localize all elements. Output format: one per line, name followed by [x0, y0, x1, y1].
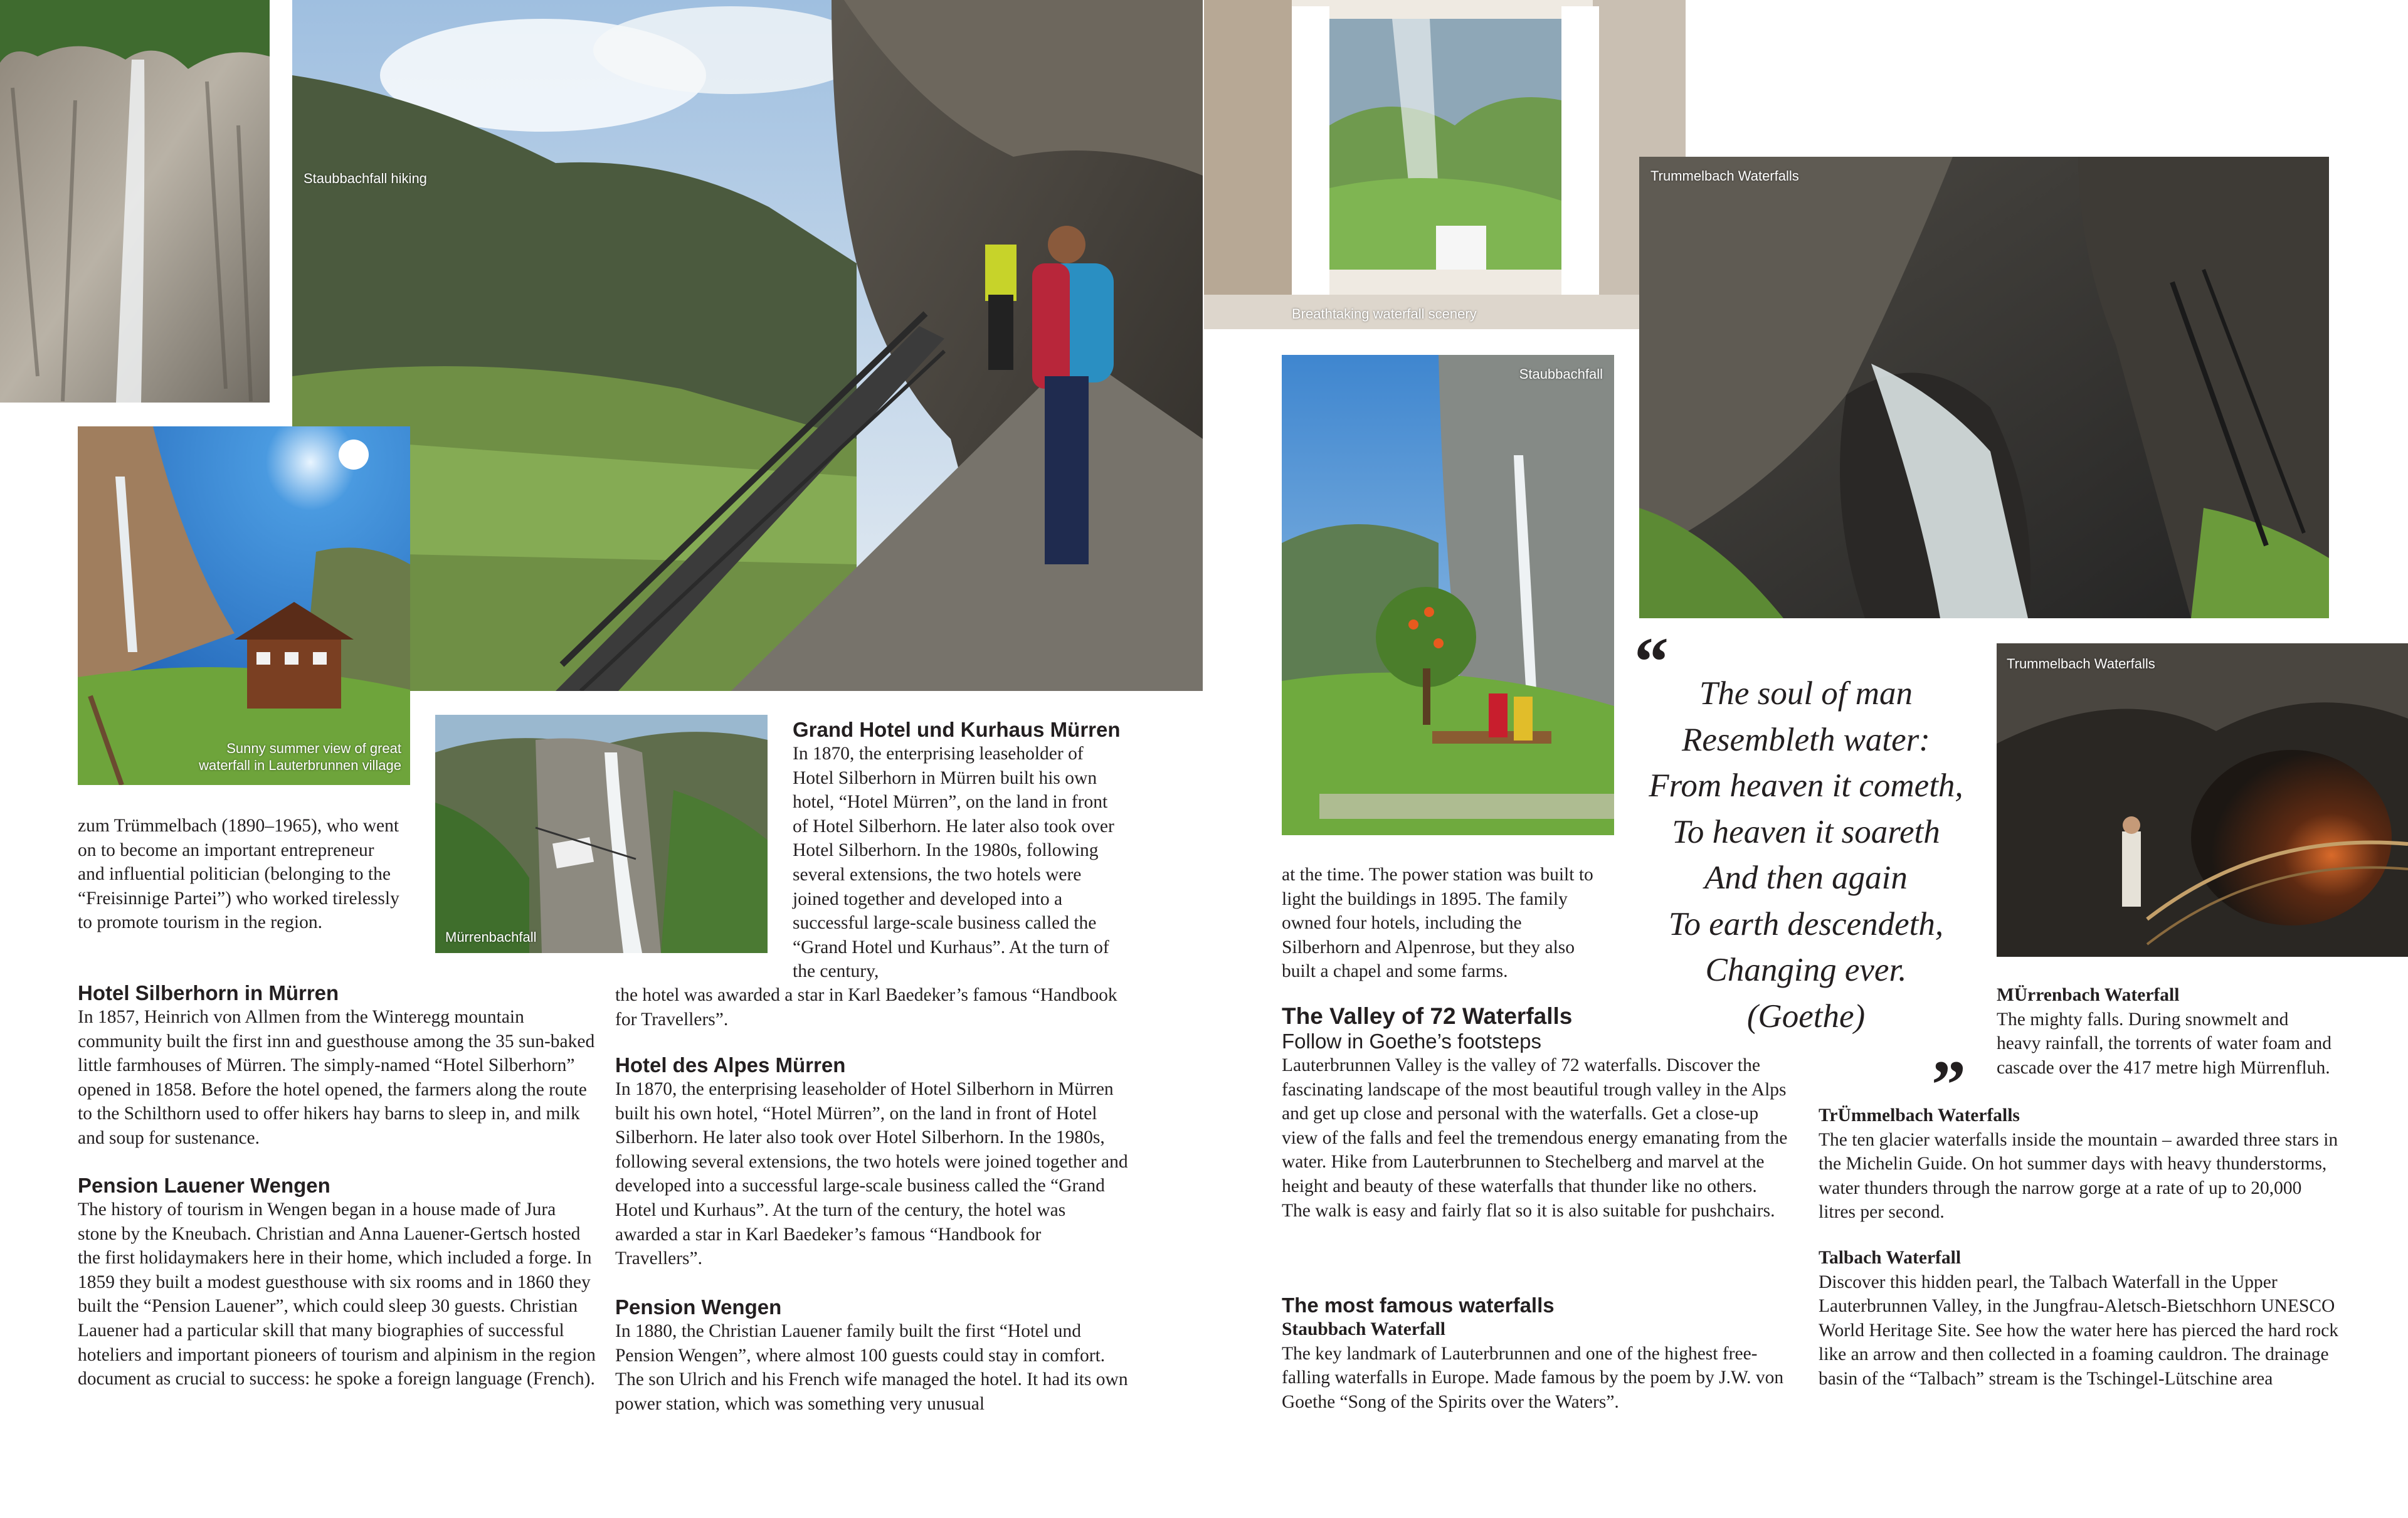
photo-staubbachfall-bench: [1282, 355, 1614, 835]
col1-intro: [78, 814, 404, 935]
text-trummelbach-waterfalls: The ten glacier waterfalls inside the mountain – awarded three stars in the Michelin Guide. On hot summer days with heavy thunderstorms, water thunders through the narrow gorge at a rate of up to 20,000 litres per second.: [1819, 1129, 2338, 1223]
heading-trummelbach-waterfalls: TrÜmmelbach Waterfalls: [1819, 1105, 2020, 1125]
quote-line: And then again: [1704, 860, 1908, 896]
text-grand-hotel: In 1870, the enterprising leaseholder of Hotel Silberhorn in Mürren built his own hotel, “Hotel Mürren”, on the land in front of Hotel Silberhorn. He later also took over Hotel Silberhorn. In the 1980s, following several extensions, the two hotels were joined together and developed into a successful large-scale business called the “Grand Hotel und Kurhaus”. At the turn of the century,: [793, 744, 1114, 982]
caption-staubbachfall-bench: Staubbachfall: [1519, 366, 1603, 382]
subheading-goethe-footsteps: Follow in Goethe’s footsteps: [1282, 1030, 1541, 1053]
goethe-quote: [1630, 671, 1982, 1040]
caption-sunny-chalet-line1: Sunny summer view of great: [226, 741, 401, 756]
photo-waterfall-cliff: [0, 0, 270, 403]
caption-sunny-chalet: [199, 740, 401, 774]
quote-line: The soul of man: [1699, 675, 1913, 712]
text-valley: Lauterbrunnen Valley is the valley of 72 waterfalls. Discover the fascinating landscape of the most beautiful trough valley in the Alps and get up close and personal with the waterfalls. Get a close-up view of the falls and feel the tremendous energy emanating from the water. Hike from Lauterbrunnen to Stechelberg and marvel at the height and beauty of these waterfalls that thunder like no others. The walk is easy and fairly flat so it is also suitable for pushchairs.: [1282, 1055, 1788, 1221]
heading-hotel-silberhorn: Hotel Silberhorn in Mürren: [78, 981, 339, 1004]
col2-grand-continued: [615, 983, 1129, 1031]
text-murrenbach-waterfall: The mighty falls. During snowmelt and heavy rainfall, the torrents of water foam and cascade over the 417 metre high Mürrenfluh.: [1997, 1009, 2332, 1078]
caption-trummelbach-top: Trummelbach Waterfalls: [1650, 168, 1799, 184]
caption-murrenbachfall: Mürrenbachfall: [445, 929, 537, 945]
photo-staubbachfall-hiking: [292, 0, 1203, 691]
col3-famous-section: [1282, 1293, 1790, 1414]
col1-lauener-section: [78, 1173, 598, 1391]
col1-silberhorn-section: [78, 981, 598, 1151]
quote-line: To heaven it soareth: [1672, 813, 1940, 850]
heading-pension-wengen: Pension Wengen: [615, 1295, 782, 1319]
col4-talbach-section: [1819, 1246, 2339, 1391]
quote-line: Changing ever.: [1705, 952, 1907, 988]
heading-valley-72-waterfalls: The Valley of 72 Waterfalls: [1282, 1003, 1573, 1029]
heading-murrenbach-waterfall: MÜrrenbach Waterfall: [1997, 985, 2180, 1005]
quote-line: Resembleth water:: [1682, 721, 1930, 758]
caption-window-view: Breathtaking waterfall scenery: [1292, 306, 1477, 322]
col4-trummelbach-section: [1819, 1104, 2339, 1225]
text-staubbach-waterfall: The key landmark of Lauterbrunnen and one of the highest free-falling waterfalls in Europe. Made famous by the poem by J.W. von Goethe “Song of the Spirits over the Waters”.: [1282, 1343, 1784, 1412]
heading-most-famous-waterfalls: The most famous waterfalls: [1282, 1294, 1555, 1317]
heading-pension-lauener: Pension Lauener Wengen: [78, 1174, 330, 1197]
heading-grand-hotel: Grand Hotel und Kurhaus Mürren: [793, 718, 1121, 741]
heading-staubbach-waterfall: Staubbach Waterfall: [1282, 1319, 1445, 1339]
col2-grand-section: [793, 717, 1125, 984]
photo-trummelbach-cave: [1997, 643, 2408, 957]
text-pension-lauener: The history of tourism in Wengen began in a house made of Jura stone by the Kneubach. Christian and Anna Lauener-Gertsch hosted the first holidaymakers here in their home, which included a forge. In 1859 they built a modest guesthouse with six rooms and in 1860 they built the “Pension Lauener”, which could sleep 30 guests. Christian Lauener had a particular skill that many biographies of successful hoteliers and important pioneers of tourism and alpinism in the region document as crucial to success: he spoke a foreign language (French).: [78, 1199, 596, 1389]
text-talbach-waterfall: Discover this hidden pearl, the Talbach Waterfall in the Upper Lauterbrunnen Valley, in the Jungfrau-Aletsch-Bietschhorn UNESCO World Heritage Site. See how the water here has pierced the hard rock like an arrow and then collected in a foaming cauldron. The drainage basin of the “Talbach” stream is the Tschingel-Lütschine area: [1819, 1272, 2339, 1389]
col2-alpes-section: [615, 1053, 1129, 1271]
col4-murrenbach-section: [1997, 983, 2335, 1080]
quote-line: To earth descendeth,: [1668, 905, 1944, 942]
col2-wengen-section: [615, 1295, 1129, 1416]
quote-open-mark: “: [1634, 623, 1669, 700]
quote-line: From heaven it cometh,: [1649, 767, 1963, 804]
col3-continued: [1282, 863, 1602, 984]
quote-line: (Goethe): [1746, 998, 1866, 1035]
col1-intro-text: zum Trümmelbach (1890–1965), who went on to become an important entrepreneur and influential politician (belonging to the “Freisinnige Partei”) who worked tirelessly to promote tourism in the region.: [78, 816, 399, 933]
photo-trummelbach-top: [1639, 157, 2329, 618]
photo-window-view: [1204, 0, 1686, 329]
quote-close-mark: ”: [1931, 1046, 1966, 1123]
text-pension-wengen: In 1880, the Christian Lauener family built the first “Hotel und Pension Wengen”, where almost 100 guests could stay in comfort. The son Ulrich and his French wife managed the hotel. It had its own power station, which was something very unusual: [615, 1321, 1128, 1414]
caption-staubbachfall-hiking: Staubbachfall hiking: [304, 171, 427, 186]
text-grand-hotel-continued: the hotel was awarded a star in Karl Baedeker’s famous “Handbook for Travellers”.: [615, 985, 1117, 1030]
photo-murrenbachfall: [435, 715, 768, 953]
photo-sunny-chalet: [78, 426, 410, 785]
text-power-station: at the time. The power station was built to light the buildings in 1895. The family owned four hotels, including the Silberhorn and Alpenrose, but they also built a chapel and some farms.: [1282, 865, 1593, 982]
text-hotel-des-alpes: In 1870, the enterprising leaseholder of Hotel Silberhorn in Mürren built his own hotel, “Hotel Mürren”, on the land in front of Hotel Silberhorn. He later also took over Hotel Silberhorn. In the 1980s, following several extensions, the two hotels were joined together and developed into a successful large-scale business called the “Grand Hotel und Kurhaus”. At the turn of the century, the hotel was awarded a star in Karl Baedeker’s famous “Handbook for Travellers”.: [615, 1079, 1128, 1269]
caption-sunny-chalet-line2: waterfall in Lauterbrunnen village: [199, 757, 401, 773]
heading-hotel-des-alpes: Hotel des Alpes Mürren: [615, 1053, 846, 1077]
text-hotel-silberhorn: In 1857, Heinrich von Allmen from the Winteregg mountain community built the first inn and guesthouse among the 35 sun-baked little farmhouses of Mürren. The simply-named “Hotel Silberhorn” opened in 1858. Before the hotel opened, the farmers along the route to the Schilthorn used to offer hikers hay barns to sleep in, and milk and soup for sustenance.: [78, 1007, 595, 1148]
heading-talbach-waterfall: Talbach Waterfall: [1819, 1248, 1962, 1268]
caption-trummelbach-cave: Trummelbach Waterfalls: [2007, 656, 2155, 672]
